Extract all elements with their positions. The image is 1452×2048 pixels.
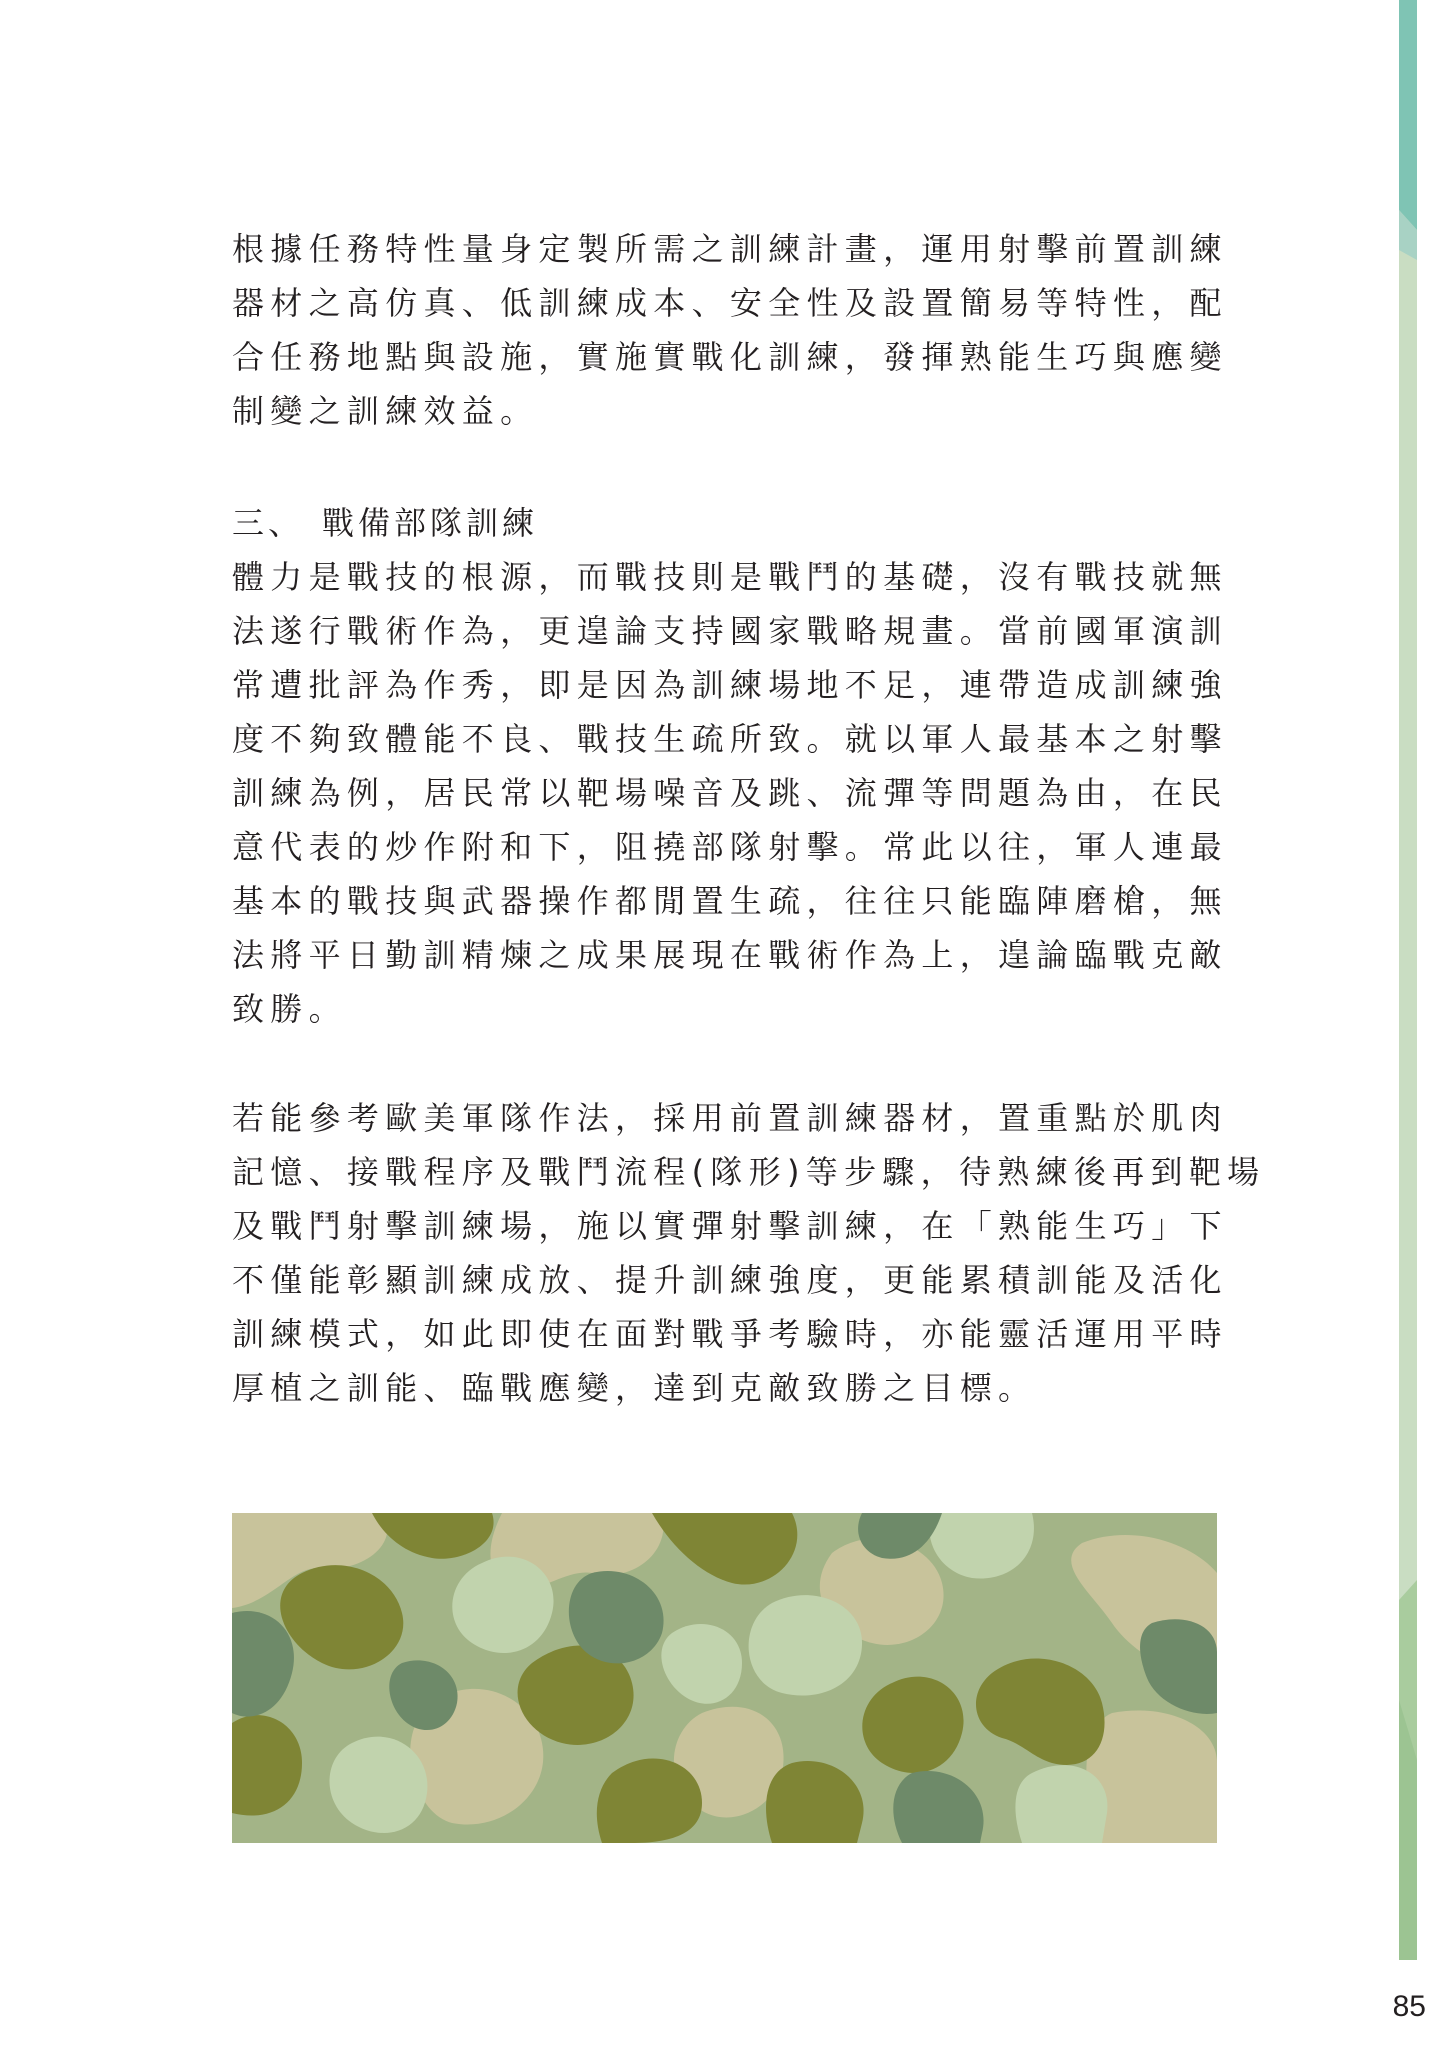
paragraph-line: 合任務地點與設施，實施實戰化訓練，發揮熟能生巧與應變 xyxy=(232,338,1228,376)
paragraph-line: 若能參考歐美軍隊作法，採用前置訓練器材，置重點於肌肉 xyxy=(232,1099,1228,1137)
page-number: 85 xyxy=(1392,1990,1426,2023)
paragraph-line: 不僅能彰顯訓練成放、提升訓練強度，更能累積訓能及活化 xyxy=(232,1261,1228,1299)
paragraph-line: 厚植之訓能、臨戰應變，達到克敵致勝之目標。 xyxy=(232,1369,1037,1407)
paragraph-line: 法遂行戰術作為，更遑論支持國家戰略規畫。當前國軍演訓 xyxy=(232,612,1228,650)
paragraph-line: 法將平日勤訓精煉之成果展現在戰術作為上，遑論臨戰克敵 xyxy=(232,936,1228,974)
paragraph-line: 基本的戰技與武器操作都閒置生疏，往往只能臨陣磨槍，無 xyxy=(232,882,1228,920)
paragraph-3 xyxy=(232,1091,1266,1415)
section-heading xyxy=(232,496,538,550)
paragraph-line: 致勝。 xyxy=(232,990,347,1028)
paragraph-line: 訓練模式，如此即使在面對戰爭考驗時，亦能靈活運用平時 xyxy=(232,1315,1228,1353)
paragraph-1 xyxy=(232,222,1228,438)
camouflage-pattern-image xyxy=(232,1513,1217,1843)
paragraph-line: 體力是戰技的根源，而戰技則是戰鬥的基礎，沒有戰技就無 xyxy=(232,558,1228,596)
paragraph-2 xyxy=(232,550,1228,1036)
section-number: 三、 xyxy=(232,504,305,542)
paragraph-line: 記憶、接戰程序及戰鬥流程(隊形)等步驟，待熟練後再到靶場 xyxy=(232,1153,1266,1191)
paragraph-line: 器材之高仿真、低訓練成本、安全性及設置簡易等特性，配 xyxy=(232,284,1228,322)
decorative-sidebar xyxy=(1399,0,1417,1960)
paragraph-line: 常遭批評為作秀，即是因為訓練場地不足，連帶造成訓練強 xyxy=(232,666,1228,704)
paragraph-line: 根據任務特性量身定製所需之訓練計畫，運用射擊前置訓練 xyxy=(232,230,1228,268)
paragraph-line: 制變之訓練效益。 xyxy=(232,392,539,430)
section-title: 戰備部隊訓練 xyxy=(322,504,539,542)
paragraph-line: 意代表的炒作附和下，阻撓部隊射擊。常此以往，軍人連最 xyxy=(232,828,1228,866)
paragraph-line: 訓練為例，居民常以靶場噪音及跳、流彈等問題為由，在民 xyxy=(232,774,1228,812)
paragraph-line: 度不夠致體能不良、戰技生疏所致。就以軍人最基本之射擊 xyxy=(232,720,1228,758)
paragraph-line: 及戰鬥射擊訓練場，施以實彈射擊訓練，在「熟能生巧」下 xyxy=(232,1207,1228,1245)
